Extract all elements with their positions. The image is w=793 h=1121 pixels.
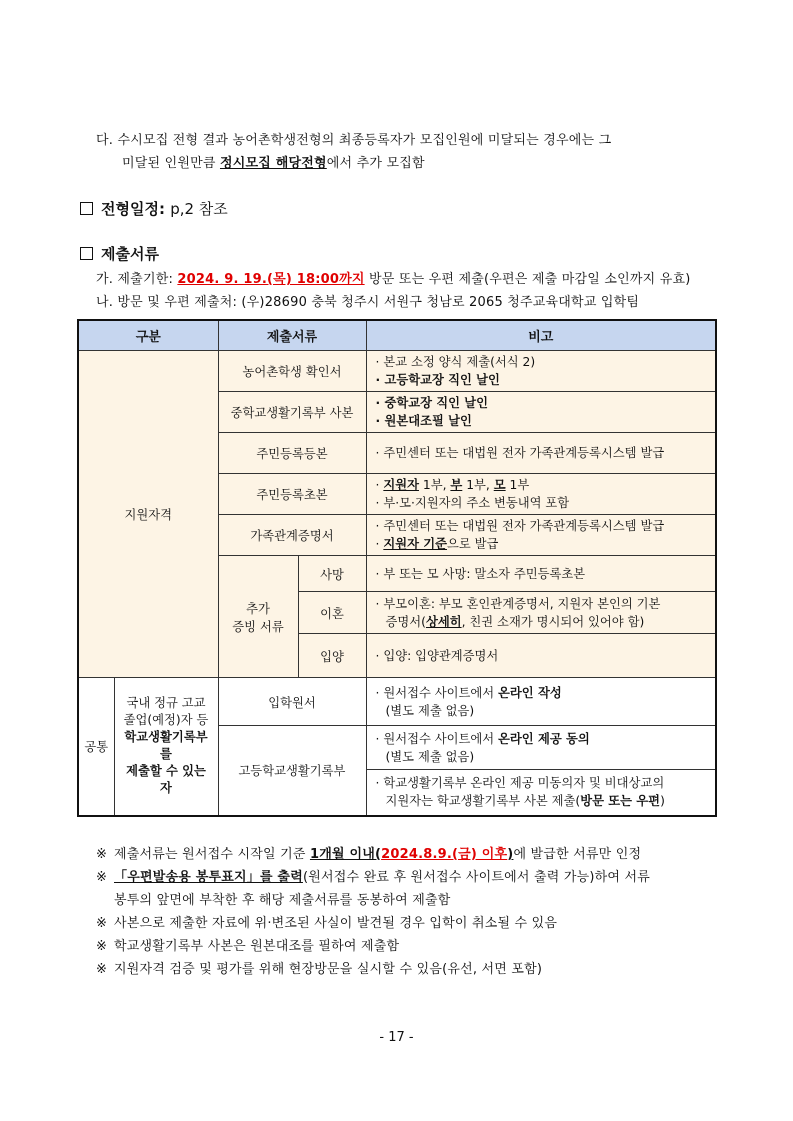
table-row — [78, 351, 716, 392]
note-death: · 부 또는 모 사망: 말소자 주민등록초본 — [366, 556, 716, 592]
category-qualification: 지원자격 — [78, 351, 218, 678]
documents-table — [77, 319, 717, 817]
regular-admission-emphasis: 정시모집 해당전형 — [219, 156, 327, 171]
doc-high-school-record: 고등학교생활기록부 — [218, 726, 366, 816]
paragraph-line1: 수시모집 전형 결과 농어촌학생전형의 최종등록자가 모집인원에 미달되는 경우에는 그 — [117, 133, 612, 148]
reference-mark-icon: ※ — [96, 870, 108, 885]
reference-mark-icon: ※ — [96, 939, 108, 954]
doc-resident-abstract: 주민등록초본 — [218, 474, 366, 515]
sub-death: 사망 — [298, 556, 366, 592]
reference-mark-icon: ※ — [96, 962, 108, 977]
paragraph-marker: 다. — [96, 133, 114, 148]
doc-farm-confirmation: 농어촌학생 확인서 — [218, 351, 366, 392]
note-family: · 주민센터 또는 대법원 전자 가족관계등록시스템 발급 · 지원자 기준으로 발급 — [366, 515, 716, 556]
schedule-heading: 전형일정: p,2 참조 — [80, 198, 228, 219]
note-middle: · 중학교장 직인 날인 · 원본대조필 날인 — [366, 392, 716, 433]
checkbox-square-icon — [80, 202, 93, 215]
note-record-online: · 원서접수 사이트에서 온라인 제공 동의 (별도 제출 없음) — [366, 726, 716, 770]
doc-family-relation: 가족관계증명서 — [218, 515, 366, 556]
doc-application: 입학원서 — [218, 678, 366, 726]
reference-mark-icon: ※ — [96, 847, 108, 862]
checkbox-square-icon — [80, 247, 93, 260]
table-row — [78, 678, 716, 726]
header-remarks: 비고 — [366, 320, 716, 351]
note-record-copy: · 학교생활기록부 온라인 제공 미동의자 및 비대상교의 지원자는 학교생활기록부 사본 제출(방문 또는 우편) — [366, 770, 716, 816]
note-farm: · 본교 소정 양식 제출(서식 2) · 고등학교장 직인 날인 — [366, 351, 716, 392]
deadline-line: 가. 제출기한: 2024. 9. 19.(목) 18:00까지 방문 또는 우편 제출(우편은 제출 마감일 소인까지 유효) — [96, 272, 691, 287]
documents-heading: 제출서류 — [80, 243, 159, 264]
reference-mark-icon: ※ — [96, 916, 108, 931]
note-2-line2: 봉투의 앞면에 부착한 후 해당 제출서류를 동봉하여 제출함 — [114, 893, 451, 908]
note-2: ※ 「우편발송용 봉투표지」를 출력(원서접수 완료 후 원서접수 사이트에서 출력 가능)하여 서류 — [96, 866, 650, 889]
note-resident: · 주민센터 또는 대법원 전자 가족관계등록시스템 발급 — [366, 433, 716, 474]
table-header-row — [78, 320, 716, 351]
paragraph-da — [96, 129, 611, 152]
header-documents: 제출서류 — [218, 320, 366, 351]
paragraph-da-line2: 미달된 인원만큼 정시모집 해당전형에서 추가 모집함 — [122, 156, 425, 171]
note-divorce: · 부모이혼: 부모 혼인관계증명서, 지원자 본인의 기본 증명서(상세히, 친권 소재가 명시되어 있어야 함) — [366, 592, 716, 634]
note-4: ※ 학교생활기록부 사본은 원본대조를 필하여 제출함 — [96, 935, 399, 958]
category-common: 공통 — [78, 678, 114, 816]
note-5: ※ 지원자격 검증 및 평가를 위해 현장방문을 실시할 수 있음(유선, 서면 포함) — [96, 958, 542, 981]
doc-middle-school-record: 중학교생활기록부 사본 — [218, 392, 366, 433]
note-1: ※ 제출서류는 원서접수 시작일 기준 1개월 이내(2024.8.9.(금) 이후)에 발급한 서류만 인정 — [96, 843, 641, 866]
header-category: 구분 — [78, 320, 218, 351]
common-target: 국내 정규 고교 졸업(예정)자 등 학교생활기록부를 제출할 수 있는자 — [114, 678, 218, 816]
deadline-date: 2024. 9. 19.(목) 18:00까지 — [177, 272, 365, 287]
doc-resident-copy: 주민등록등본 — [218, 433, 366, 474]
sub-divorce: 이혼 — [298, 592, 366, 634]
schedule-value: p,2 참조 — [170, 200, 228, 218]
note-application: · 원서접수 사이트에서 온라인 작성 (별도 제출 없음) — [366, 678, 716, 726]
submission-address-line: 나. 방문 및 우편 제출처: (우)28690 충북 청주시 서원구 청남로 2065 청주교육대학교 입학팀 — [96, 295, 640, 310]
sub-adoption: 입양 — [298, 634, 366, 678]
note-adoption: · 입양: 입양관계증명서 — [366, 634, 716, 678]
note-abstract: · 지원자 1부, 부 1부, 모 1부 · 부·모·지원자의 주소 변동내역 포함 — [366, 474, 716, 515]
extra-evidence-label: 추가 증빙 서류 — [218, 556, 298, 678]
note-3: ※ 사본으로 제출한 자료에 위·변조된 사실이 발견될 경우 입학이 취소될 수 있음 — [96, 912, 557, 935]
page-number: - 17 - — [379, 1030, 414, 1045]
